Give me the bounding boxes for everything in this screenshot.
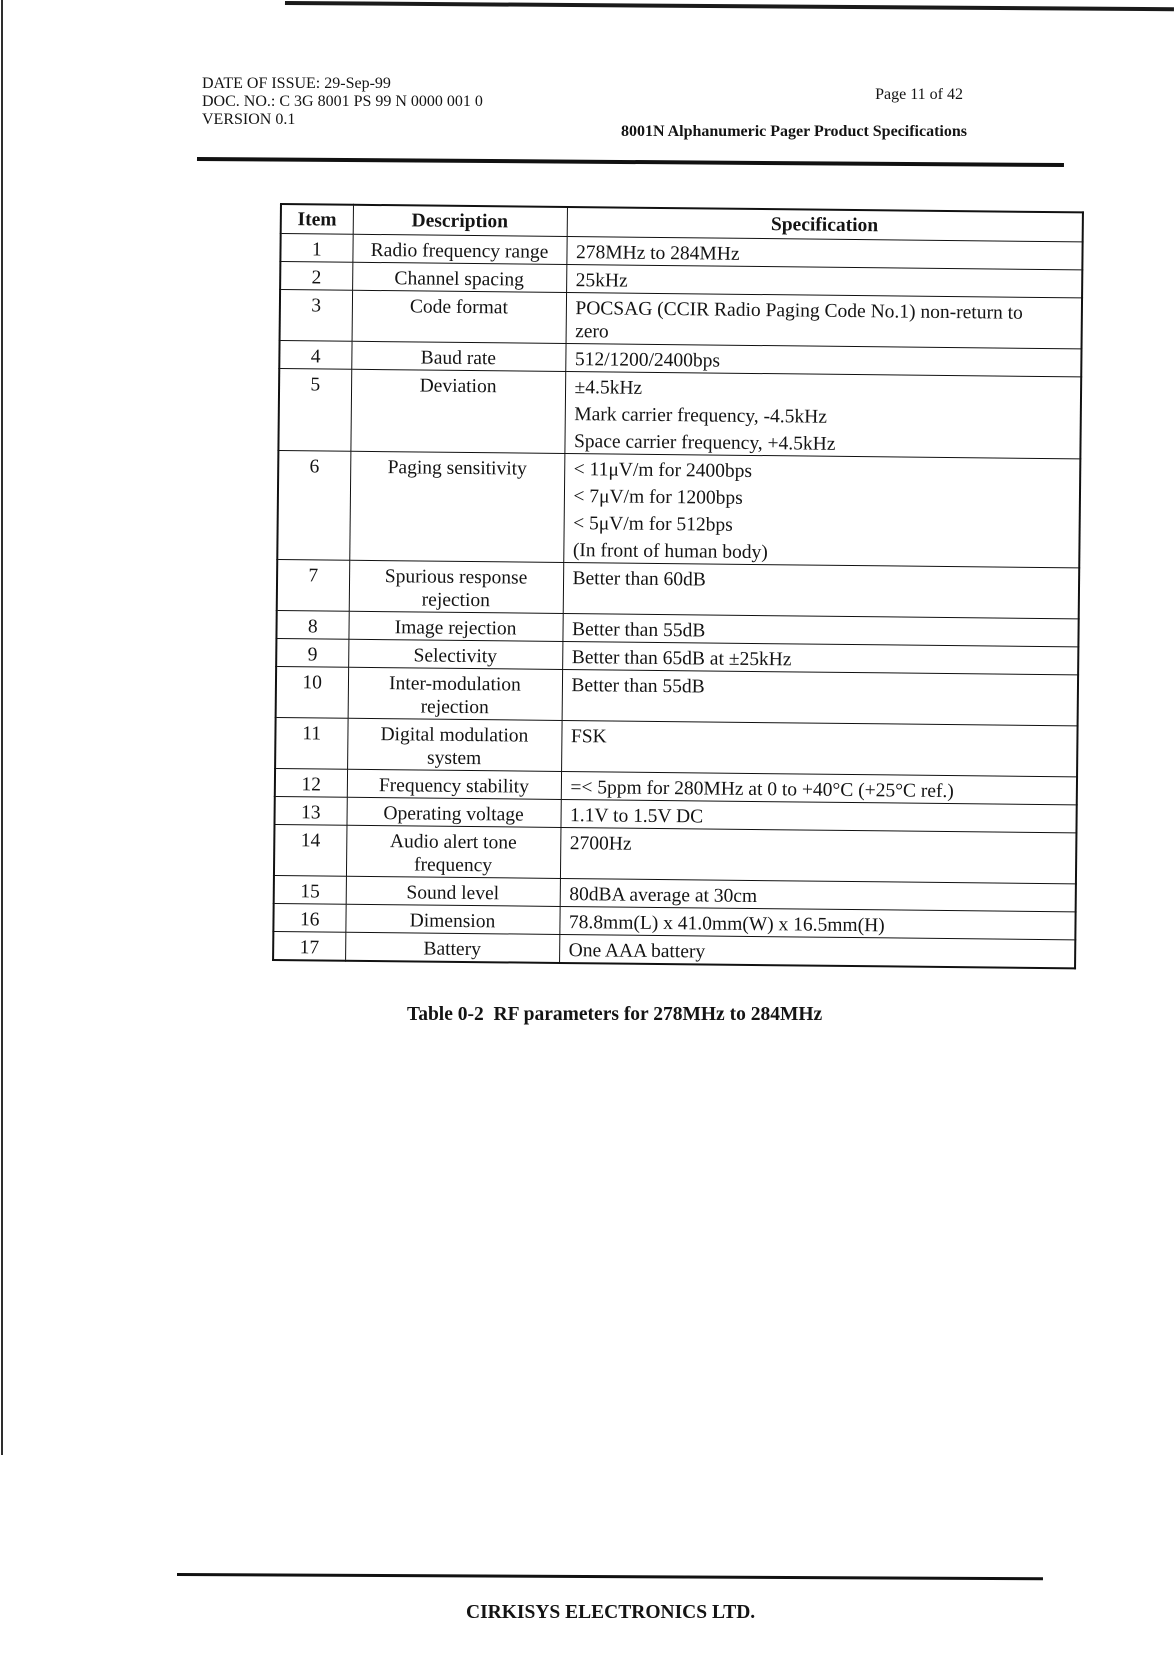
specification-line: One AAA battery — [568, 940, 706, 963]
item-cell: 14 — [274, 824, 347, 876]
description-cell: Dimension — [345, 904, 559, 934]
document-title: 8001N Alphanumeric Pager Product Specifications — [620, 123, 967, 140]
item-cell: 15 — [274, 875, 346, 904]
description-cell: Spurious response rejection — [349, 560, 564, 613]
specification-line: Mark carrier frequency, -4.5kHz — [574, 404, 828, 428]
specification-line: (In front of human body) — [572, 540, 768, 564]
specification-cell — [560, 827, 1077, 883]
specification-cell — [563, 562, 1080, 618]
specification-line: 1.1V to 1.5V DC — [569, 805, 704, 828]
document-info — [202, 75, 483, 129]
item-cell: 3 — [280, 290, 353, 342]
column-header-item: Item — [281, 204, 353, 234]
specification-line: 2700Hz — [569, 833, 632, 855]
header-rule — [197, 157, 1064, 167]
description-cell: Inter-modulation rejection — [348, 667, 563, 720]
column-header-specification: Specification — [567, 207, 1083, 242]
specification-line: Better than 55dB — [571, 675, 705, 698]
company-name: CIRKISYS ELECTRONICS LTD. — [466, 1602, 756, 1623]
item-cell: 11 — [275, 717, 348, 769]
specification-line: Better than 65dB at ±25kHz — [571, 647, 792, 671]
item-cell: 5 — [278, 369, 351, 452]
specification-line: < 5μV/m for 512bps — [573, 513, 733, 536]
scan-edge-top — [285, 1, 1174, 11]
specification-line: < 7μV/m for 1200bps — [573, 486, 743, 509]
specification-line: Space carrier frequency, +4.5kHz — [573, 431, 836, 455]
specification-line: =< 5ppm for 280MHz at 0 to +40°C (+25°C ref.) — [570, 777, 954, 803]
specification-cell — [561, 720, 1078, 776]
table-caption: Table 0-2 RF parameters for 278MHz to 284MHz — [407, 1004, 823, 1025]
specification-cell — [559, 934, 1075, 968]
specification-cell — [564, 371, 1081, 458]
specification-line: 78.8mm(L) x 41.0mm(W) x 16.5mm(H) — [568, 912, 885, 937]
specification-line: Better than 60dB — [572, 568, 706, 591]
specification-line: 278MHz to 284MHz — [575, 242, 740, 265]
description-cell: Channel spacing — [352, 262, 566, 292]
description-cell: Audio alert tone frequency — [346, 825, 561, 878]
description-cell: Sound level — [346, 876, 560, 906]
table-row — [278, 369, 1081, 459]
specification-line: < 11μV/m for 2400bps — [573, 459, 753, 482]
specification-line: 25kHz — [575, 270, 628, 292]
description-cell: Deviation — [350, 369, 565, 453]
table-row — [277, 450, 1080, 567]
specification-line: POCSAG (CCIR Radio Paging Code No.1) non-return to zero — [575, 298, 1023, 343]
table-row — [280, 290, 1082, 349]
table-row — [277, 559, 1079, 618]
item-cell: 8 — [276, 610, 348, 639]
specification-line: 80dBA average at 30cm — [569, 884, 758, 908]
specification-cell — [566, 293, 1083, 349]
description-cell: Code format — [352, 290, 567, 343]
specification-cell — [563, 453, 1080, 567]
table-body — [273, 234, 1083, 969]
description-cell: Frequency stability — [347, 769, 561, 799]
item-cell: 2 — [280, 262, 352, 291]
table-row — [274, 824, 1076, 883]
version: VERSION 0.1 — [202, 111, 296, 128]
column-header-description: Description — [353, 205, 567, 237]
issue-date: DATE OF ISSUE: 29-Sep-99 — [202, 75, 391, 92]
item-cell: 10 — [276, 666, 349, 718]
scan-edge-left — [1, 0, 3, 1455]
spec-table-container — [272, 203, 1082, 969]
description-cell: Image rejection — [348, 611, 562, 641]
item-cell: 9 — [276, 638, 348, 667]
item-cell: 1 — [280, 234, 352, 263]
table-row — [275, 717, 1077, 776]
item-cell: 4 — [279, 341, 351, 370]
page-number: Page 11 of 42 — [875, 86, 963, 103]
item-cell: 16 — [273, 903, 345, 932]
specification-line: Better than 55dB — [571, 619, 706, 642]
description-cell: Battery — [345, 932, 559, 963]
item-cell: 7 — [277, 559, 350, 611]
item-cell: 12 — [275, 768, 347, 797]
description-cell: Baud rate — [351, 341, 565, 371]
item-cell: 13 — [274, 796, 346, 825]
item-cell: 17 — [273, 931, 345, 960]
document-number: DOC. NO.: C 3G 8001 PS 99 N 0000 001 0 — [202, 93, 483, 110]
specification-line: FSK — [570, 726, 607, 748]
item-cell: 6 — [277, 450, 350, 560]
description-cell: Operating voltage — [346, 797, 560, 827]
footer-rule — [177, 1573, 1043, 1580]
table-row — [276, 666, 1078, 725]
spec-table — [272, 203, 1084, 969]
specification-line: ±4.5kHz — [574, 377, 643, 399]
description-cell: Paging sensitivity — [349, 451, 564, 562]
description-cell: Selectivity — [348, 639, 562, 669]
specification-line: 512/1200/2400bps — [574, 349, 721, 372]
description-cell: Digital modulation system — [347, 718, 562, 771]
description-cell: Radio frequency range — [352, 234, 566, 264]
specification-cell — [562, 669, 1079, 725]
